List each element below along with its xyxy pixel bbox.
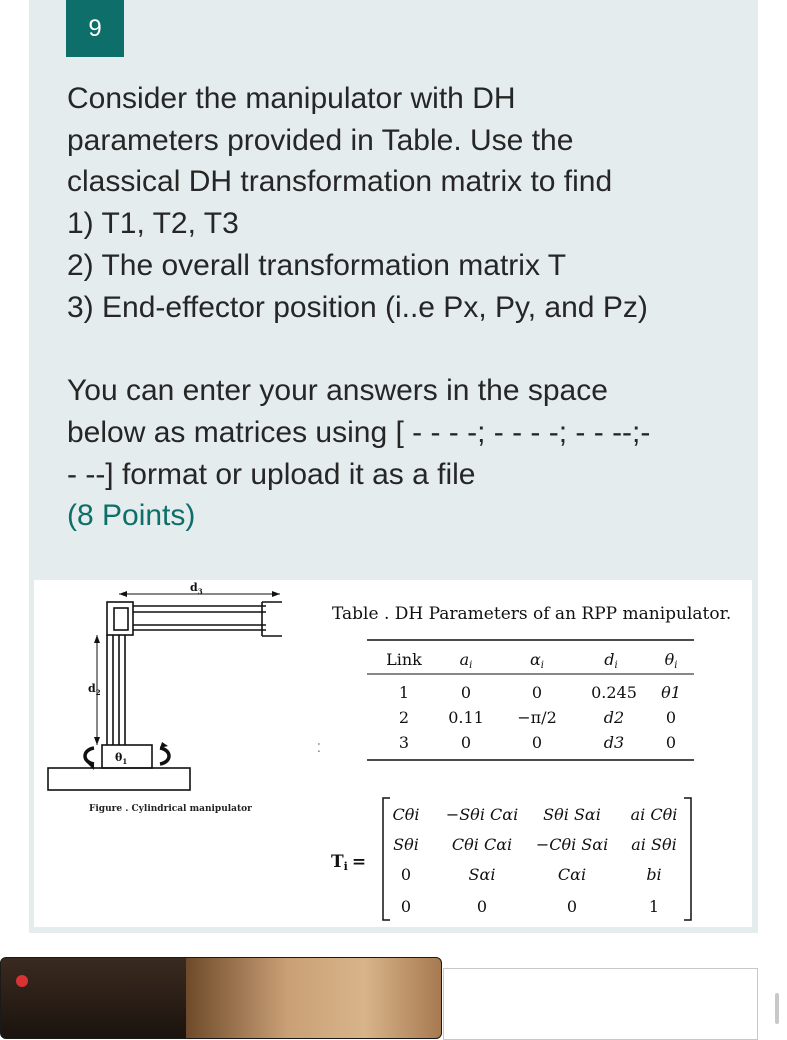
- table-cell: 0.245: [591, 683, 637, 702]
- question-number-badge: [66, 0, 124, 57]
- matrix-cell: ai Cθi: [630, 805, 678, 824]
- table-cell: θ1: [661, 683, 681, 702]
- theta1-label: $\theta_1$: [115, 751, 128, 766]
- table-cell: 0: [460, 733, 472, 752]
- question-figure-image: [34, 580, 752, 927]
- matrix-cell: Sαi: [468, 865, 496, 884]
- table-cell: 3: [398, 733, 410, 752]
- d2-label: $d_2$: [88, 682, 101, 697]
- matrix-cell: Sθi: [393, 835, 419, 854]
- table-header-cell: θi: [664, 650, 678, 671]
- figure-canvas: [34, 580, 752, 927]
- table-header-cell: Link: [386, 650, 422, 669]
- scrollbar[interactable]: [775, 993, 779, 1024]
- matrix-cell: −Cθi Sαi: [535, 835, 609, 854]
- matrix-cell: −Sθi Cαi: [445, 805, 519, 824]
- question-line: 1) T1, T2, T3: [67, 207, 239, 241]
- question-line: Consider the manipulator with DH: [67, 82, 516, 115]
- table-cell: 0: [665, 733, 677, 752]
- points-label: (8 Points): [67, 499, 196, 533]
- table-cell: d2: [603, 708, 625, 727]
- table-cell: 0.11: [448, 708, 484, 727]
- table-cell: 1: [398, 683, 410, 702]
- question-line: classical DH transformation matrix to find: [67, 165, 613, 199]
- table-title: Table . DH Parameters of an RPP manipulator.: [332, 604, 732, 624]
- figure-arrowheads: [86, 591, 280, 770]
- table-cell: −π/2: [517, 708, 557, 727]
- question-text: [67, 78, 717, 537]
- table-header-cell: di: [604, 650, 618, 671]
- table-cell: 0: [665, 708, 677, 727]
- question-line: 3) End-effector position (i..e Px, Py, and Pz): [67, 290, 648, 324]
- table-cell: 2: [398, 708, 410, 727]
- answer-input-area[interactable]: [443, 968, 758, 1040]
- matrix-cell: 0: [400, 865, 412, 884]
- manipulator-drawing: [48, 594, 282, 790]
- matrix-cell: 0: [566, 897, 578, 916]
- question-number: 9: [88, 14, 102, 42]
- matrix-cell: 1: [648, 897, 660, 916]
- matrix-cell: ai Sθi: [631, 835, 677, 854]
- figure-caption: Figure . Cylindrical manipulator: [89, 804, 252, 814]
- manipulator-base: [48, 768, 190, 790]
- video-preview[interactable]: [0, 957, 442, 1039]
- table-cell: 0: [531, 683, 543, 702]
- matrix-lhs: Ti =: [331, 852, 367, 873]
- stray-mark: ⁚: [317, 741, 321, 755]
- video-dark-region: [1, 958, 186, 1038]
- matrix-cell: Cαi: [557, 865, 587, 884]
- matrix-body: [393, 805, 678, 916]
- table-body: [399, 683, 681, 752]
- question-line: 2) The overall transformation matrix T: [67, 248, 567, 282]
- table-header-cell: αi: [529, 650, 545, 671]
- video-lit-region: [186, 958, 441, 1038]
- question-line: parameters provided in Table. Use the: [67, 123, 574, 157]
- matrix-cell: 0: [476, 897, 488, 916]
- matrix-cell: 0: [400, 897, 412, 916]
- table-cell: d3: [603, 733, 625, 752]
- table-cell: 0: [460, 683, 472, 702]
- matrix-cell: Cθi: [392, 805, 420, 824]
- matrix-cell: Cθi Cαi: [451, 835, 513, 854]
- instruction-line: You can enter your answers in the space: [67, 374, 608, 408]
- table-cell: 0: [531, 733, 543, 752]
- record-indicator-icon: [16, 975, 28, 987]
- instruction-line: - --] format or upload it as a file: [67, 457, 476, 491]
- matrix-cell: Sθi Sαi: [543, 805, 601, 824]
- matrix-cell: bi: [646, 865, 662, 884]
- table-header: [386, 650, 677, 671]
- d3-label: $d_3$: [190, 581, 203, 596]
- instruction-line: below as matrices using [ - - - -; - - - -; - - --;-: [67, 415, 651, 449]
- table-header-cell: ai: [459, 650, 473, 671]
